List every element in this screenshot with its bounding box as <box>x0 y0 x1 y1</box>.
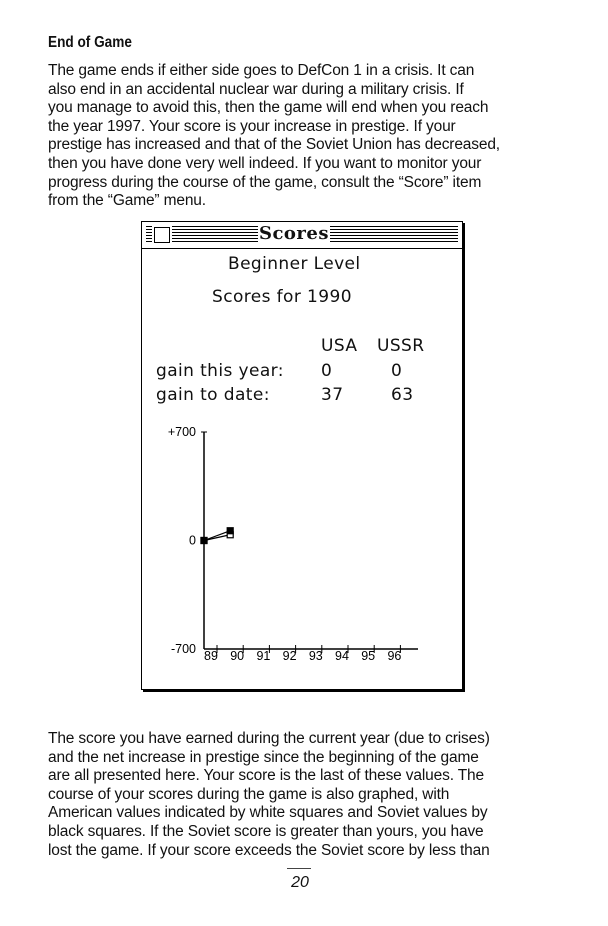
paragraph-line: progress during the course of the game, consult the “Score” item <box>48 173 482 191</box>
paragraph-line: from the “Game” menu. <box>48 192 206 210</box>
explanation-paragraph <box>48 730 553 860</box>
paragraph-line: prestige has increased and that of the Soviet Union has decreased, <box>48 136 500 154</box>
x-tick-label: 89 <box>204 649 218 663</box>
y-tick-label: -700 <box>170 642 196 656</box>
paragraph-line: and the net increase in prestige since the beginning of the game <box>48 748 479 766</box>
window-title: Scores <box>258 223 330 244</box>
y-tick-label: +700 <box>167 425 196 439</box>
usa-gain-this-year: 0 <box>321 361 333 381</box>
x-tick-label: 95 <box>361 649 376 663</box>
scores-window <box>141 221 463 690</box>
ussr-point-marker <box>201 538 207 544</box>
usa-gain-to-date: 37 <box>321 385 344 405</box>
x-tick-label: 92 <box>282 649 297 663</box>
paragraph-line: The game ends if either side goes to DefCon 1 in a crisis. It can <box>48 62 475 79</box>
paragraph-line: are all presented here. Your score is the last of these values. The <box>48 767 484 785</box>
usa-column-header: USA <box>321 336 358 356</box>
y-tick-label: 0 <box>189 533 196 548</box>
paragraph-line: course of your scores during the game is also graphed, with <box>48 785 450 803</box>
paragraph-line: then you have done very well indeed. If you want to monitor your <box>48 154 482 172</box>
scores-year-label: Scores for 1990 <box>212 287 352 307</box>
paragraph-line: black squares. If the Soviet score is greater than yours, you have <box>48 822 484 840</box>
page-number: 20 <box>291 874 309 891</box>
x-tick-label: 96 <box>387 649 402 663</box>
ussr-gain-this-year: 0 <box>391 361 403 381</box>
ussr-column-header: USSR <box>377 336 425 356</box>
ussr-point-marker <box>227 528 233 534</box>
intro-paragraph <box>48 62 553 211</box>
paragraph-line: lost the game. If your score exceeds the Soviet score by less than <box>48 841 490 859</box>
page-number-rule <box>287 868 311 869</box>
gain-to-date-label: gain to date: <box>156 385 270 405</box>
ussr-gain-to-date: 63 <box>391 385 414 405</box>
x-tick-label: 91 <box>256 649 271 663</box>
score-graph <box>142 222 462 689</box>
paragraph-line: also end in an accidental nuclear war during a military crisis. If <box>48 80 464 98</box>
paragraph-line: the year 1997. Your score is your increase in prestige. If your <box>48 117 456 135</box>
paragraph-line: American values indicated by white squares and Soviet values by <box>48 804 488 822</box>
x-tick-label: 90 <box>230 649 245 663</box>
paragraph-line: The score you have earned during the current year (due to crises) <box>48 730 490 747</box>
x-tick-label: 93 <box>308 649 323 663</box>
x-tick-label: 94 <box>335 649 349 663</box>
gain-this-year-label: gain this year: <box>156 361 284 381</box>
level-label: Beginner Level <box>228 254 361 274</box>
section-heading: End of Game <box>48 34 132 51</box>
paragraph-line: you manage to avoid this, then the game will end when you reach <box>48 99 489 117</box>
